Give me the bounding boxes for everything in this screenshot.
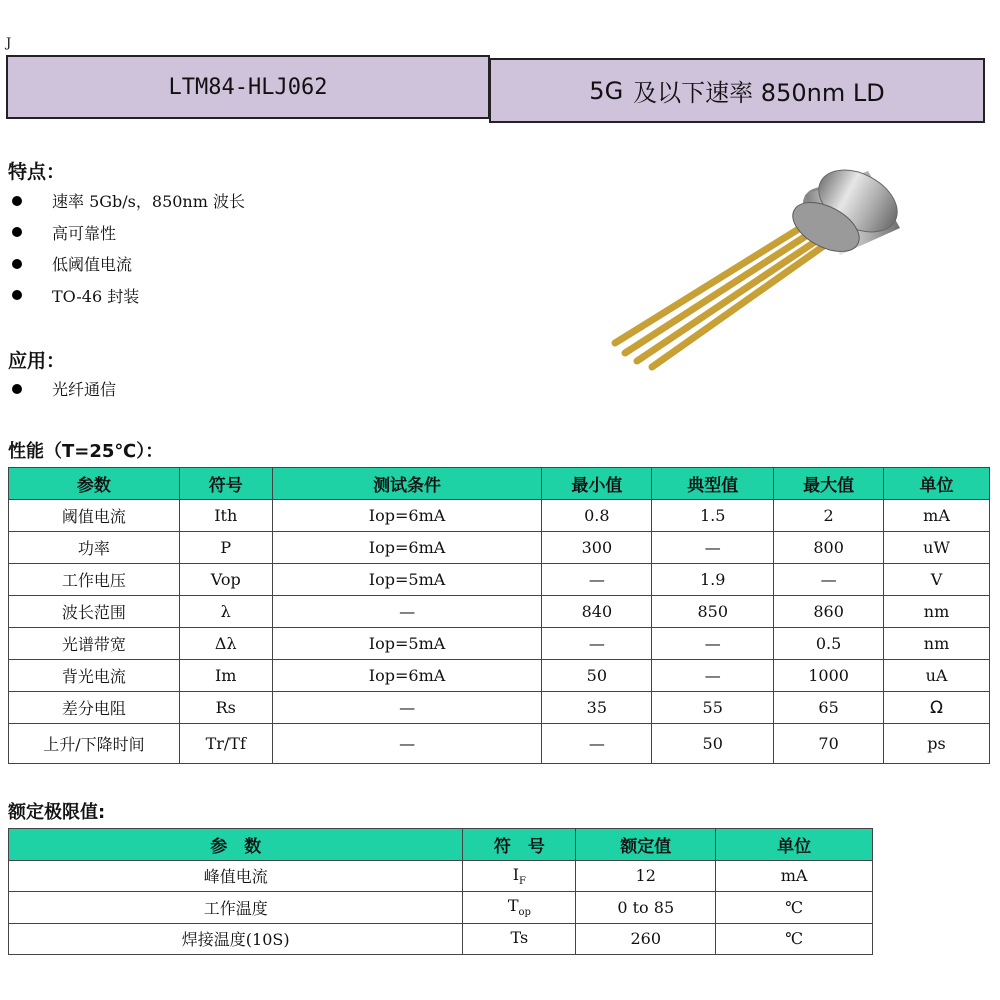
- table-cell: 焊接温度(10S): [9, 923, 463, 955]
- bullet-icon: [12, 196, 22, 206]
- table-cell: 0 to 85: [576, 892, 716, 924]
- table-cell: λ: [179, 596, 272, 628]
- list-item: [0, 373, 116, 405]
- to46-laser-diode-image: [600, 165, 910, 375]
- table-cell: Δλ: [179, 628, 272, 660]
- table-cell: 工作电压: [9, 564, 180, 596]
- column-header: 单位: [716, 829, 873, 861]
- bullet-icon: [12, 290, 22, 300]
- table-cell: 阈值电流: [9, 500, 180, 532]
- feature-text: TO-46 封装: [52, 286, 140, 306]
- table-cell: 50: [542, 660, 652, 692]
- symbol-main: I: [512, 864, 520, 884]
- table-cell: —: [652, 628, 774, 660]
- table-cell: —: [272, 692, 542, 724]
- table-cell: 1000: [774, 660, 884, 692]
- table-cell: 上升/下降时间: [9, 724, 180, 764]
- symbol-subscript: op: [518, 907, 531, 919]
- corner-mark: J: [6, 36, 12, 51]
- table-row: [9, 724, 990, 764]
- table-cell: 0.8: [542, 500, 652, 532]
- table-cell: —: [272, 596, 542, 628]
- table-cell: mA: [884, 500, 990, 532]
- table-cell: Ith: [179, 500, 272, 532]
- column-header: 参 数: [9, 829, 463, 861]
- applications-list: [0, 373, 116, 405]
- table-cell: —: [652, 660, 774, 692]
- table-cell: P: [179, 532, 272, 564]
- table-cell: Ω: [884, 692, 990, 724]
- table-cell: —: [542, 628, 652, 660]
- column-header: 参数: [9, 468, 180, 500]
- table-cell: ps: [884, 724, 990, 764]
- table-cell: 工作温度: [9, 892, 463, 924]
- application-text: 光纤通信: [52, 380, 117, 400]
- table-cell: 260: [576, 923, 716, 955]
- table-row: [9, 628, 990, 660]
- table-cell: Vop: [179, 564, 272, 596]
- table-cell: uA: [884, 660, 990, 692]
- table-cell: 2: [774, 500, 884, 532]
- table-cell: 860: [774, 596, 884, 628]
- table-cell: [463, 860, 576, 892]
- performance-title: 性能（T=25℃）：: [8, 441, 164, 462]
- table-cell: 55: [652, 692, 774, 724]
- table-cell: —: [652, 532, 774, 564]
- applications-title: 应用：: [8, 350, 66, 372]
- table-cell: Iop=5mA: [272, 628, 542, 660]
- table-cell: 波长范围: [9, 596, 180, 628]
- table-cell: —: [774, 564, 884, 596]
- table-row: [9, 564, 990, 596]
- table-cell: 35: [542, 692, 652, 724]
- table-row: [9, 860, 873, 892]
- table-cell: 1.9: [652, 564, 774, 596]
- bullet-icon: [12, 259, 22, 269]
- table-cell: 70: [774, 724, 884, 764]
- table-cell: 12: [576, 860, 716, 892]
- features-title: 特点：: [8, 161, 66, 183]
- column-header: 测试条件: [272, 468, 542, 500]
- table-cell: —: [542, 564, 652, 596]
- description-prefix: 5G: [589, 76, 624, 105]
- table-cell: 840: [542, 596, 652, 628]
- list-item: [0, 280, 245, 312]
- symbol-main: T: [507, 896, 519, 916]
- column-header: 符号: [179, 468, 272, 500]
- column-header: 额定值: [576, 829, 716, 861]
- feature-text: 低阈值电流: [52, 255, 133, 275]
- table-cell: 峰值电流: [9, 860, 463, 892]
- performance-table: [8, 467, 990, 764]
- table-cell: Iop=6mA: [272, 532, 542, 564]
- table-cell: Tr/Tf: [179, 724, 272, 764]
- table-cell: Iop=6mA: [272, 500, 542, 532]
- symbol-subscript: F: [519, 875, 526, 887]
- symbol-main: Ts: [510, 927, 529, 947]
- bullet-icon: [12, 227, 22, 237]
- column-header: 典型值: [652, 468, 774, 500]
- table-cell: 光谱带宽: [9, 628, 180, 660]
- table-header-row: [9, 829, 873, 861]
- list-item: [0, 248, 245, 280]
- table-row: [9, 892, 873, 924]
- table-cell: 300: [542, 532, 652, 564]
- table-row: [9, 660, 990, 692]
- table-cell: Iop=6mA: [272, 660, 542, 692]
- table-row: [9, 923, 873, 955]
- table-cell: [463, 892, 576, 924]
- feature-text: 速率 5Gb/s，850nm 波长: [52, 192, 245, 212]
- table-cell: 800: [774, 532, 884, 564]
- table-cell: Iop=5mA: [272, 564, 542, 596]
- column-header: 符 号: [463, 829, 576, 861]
- table-row: [9, 596, 990, 628]
- table-header-row: [9, 468, 990, 500]
- table-cell: 1.5: [652, 500, 774, 532]
- table-cell: Im: [179, 660, 272, 692]
- description-header: [489, 58, 985, 123]
- description-text: 及以下速率 850nm LD: [633, 79, 885, 107]
- table-cell: 65: [774, 692, 884, 724]
- table-cell: nm: [884, 628, 990, 660]
- table-cell: 背光电流: [9, 660, 180, 692]
- table-cell: uW: [884, 532, 990, 564]
- column-header: 单位: [884, 468, 990, 500]
- table-row: [9, 500, 990, 532]
- ratings-table: [8, 828, 873, 955]
- table-cell: 50: [652, 724, 774, 764]
- table-cell: Rs: [179, 692, 272, 724]
- table-cell: nm: [884, 596, 990, 628]
- table-row: [9, 532, 990, 564]
- feature-text: 高可靠性: [52, 223, 117, 243]
- features-list: [0, 185, 245, 311]
- bullet-icon: [12, 384, 22, 394]
- table-row: [9, 692, 990, 724]
- table-cell: ℃: [716, 923, 873, 955]
- list-item: [0, 217, 245, 249]
- table-cell: —: [542, 724, 652, 764]
- table-cell: 0.5: [774, 628, 884, 660]
- table-cell: mA: [716, 860, 873, 892]
- column-header: 最大值: [774, 468, 884, 500]
- column-header: 最小值: [542, 468, 652, 500]
- list-item: [0, 185, 245, 217]
- table-cell: V: [884, 564, 990, 596]
- ratings-title: 额定极限值:: [8, 802, 106, 823]
- model-number: LTM84-HLJ062: [168, 74, 328, 100]
- table-cell: 差分电阻: [9, 692, 180, 724]
- table-cell: ℃: [716, 892, 873, 924]
- model-header: [6, 55, 490, 119]
- table-cell: 850: [652, 596, 774, 628]
- table-cell: 功率: [9, 532, 180, 564]
- table-cell: [463, 923, 576, 955]
- table-cell: —: [272, 724, 542, 764]
